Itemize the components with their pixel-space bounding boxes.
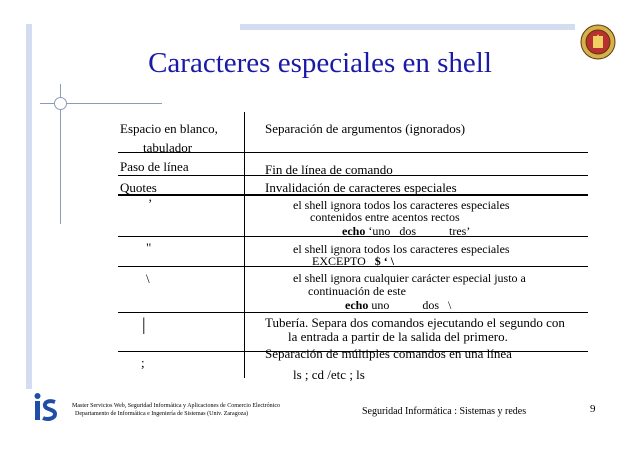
row-4-except-chars: $ ‘ \ [374,254,395,268]
row-0-left-line-1: Espacio en blanco, [120,121,218,136]
row-4-except-label: EXCEPTO [312,254,366,268]
row-3-example-cmd: echo [342,224,366,238]
footer-course-title: Seguridad Informática : Sistemas y redes [362,406,527,417]
row-4-right-line-1: el shell ignora todos los caracteres especiales [293,242,510,256]
row-3-example [342,225,470,238]
row-5-right-line-1: el shell ignora cualquier carácter especial justo a [293,271,526,285]
row-6-right-line-2: la entrada a partir de la salida del primero. [288,329,508,344]
row-2-left: Quotes [120,180,157,195]
row-3-right-line-2: contenidos entre acentos rectos [310,210,460,224]
slide-title: Caracteres especiales en shell [148,47,492,79]
row-4-right-line-2 [312,255,394,268]
row-1-right: Fin de línea de comando [265,162,393,177]
footer-department-line: Departamento de Informática e Ingeniería de Sistemas (Univ. Zaragoza) [75,411,249,417]
footer-master-line: Master Servicios Web, Seguridad Informática y Aplicaciones de Comercio Electrónico [72,403,281,409]
row-7-left: ; [141,355,145,370]
row-2-right: Invalidación de caracteres especiales [265,180,457,195]
row-1-left: Paso de línea [120,159,189,174]
row-3-right-line-1: el shell ignora todos los caracteres especiales [293,198,510,212]
decor-circle [54,97,67,110]
row-3-left: ’ [148,196,153,211]
row-6-right-line-1: Tubería. Separa dos comandos ejecutando el segundo con [265,315,565,330]
row-7-right-line-2: ls ; cd /etc ; ls [293,367,365,382]
page-number: 9 [590,403,596,415]
row-5-example-args: uno dos \ [371,298,452,312]
row-4-left: " [146,240,152,255]
row-5-example [345,299,451,312]
table-row-divider [118,312,588,313]
row-5-example-cmd: echo [345,298,369,312]
row-0-right: Separación de argumentos (ignorados) [265,121,466,136]
row-6-left: | [142,314,146,334]
row-3-example-args: ‘uno dos tres’ [368,224,471,238]
row-0-left-line-2: tabulador [143,140,193,155]
top-decor-bar [240,24,575,30]
row-5-right-line-2: continuación de este [308,284,406,298]
is-logo-icon [33,392,59,422]
row-5-left: \ [146,271,150,286]
row-7-right-line-1: Separación de múltiples comandos en una línea [265,346,512,361]
is-logo [33,392,59,422]
